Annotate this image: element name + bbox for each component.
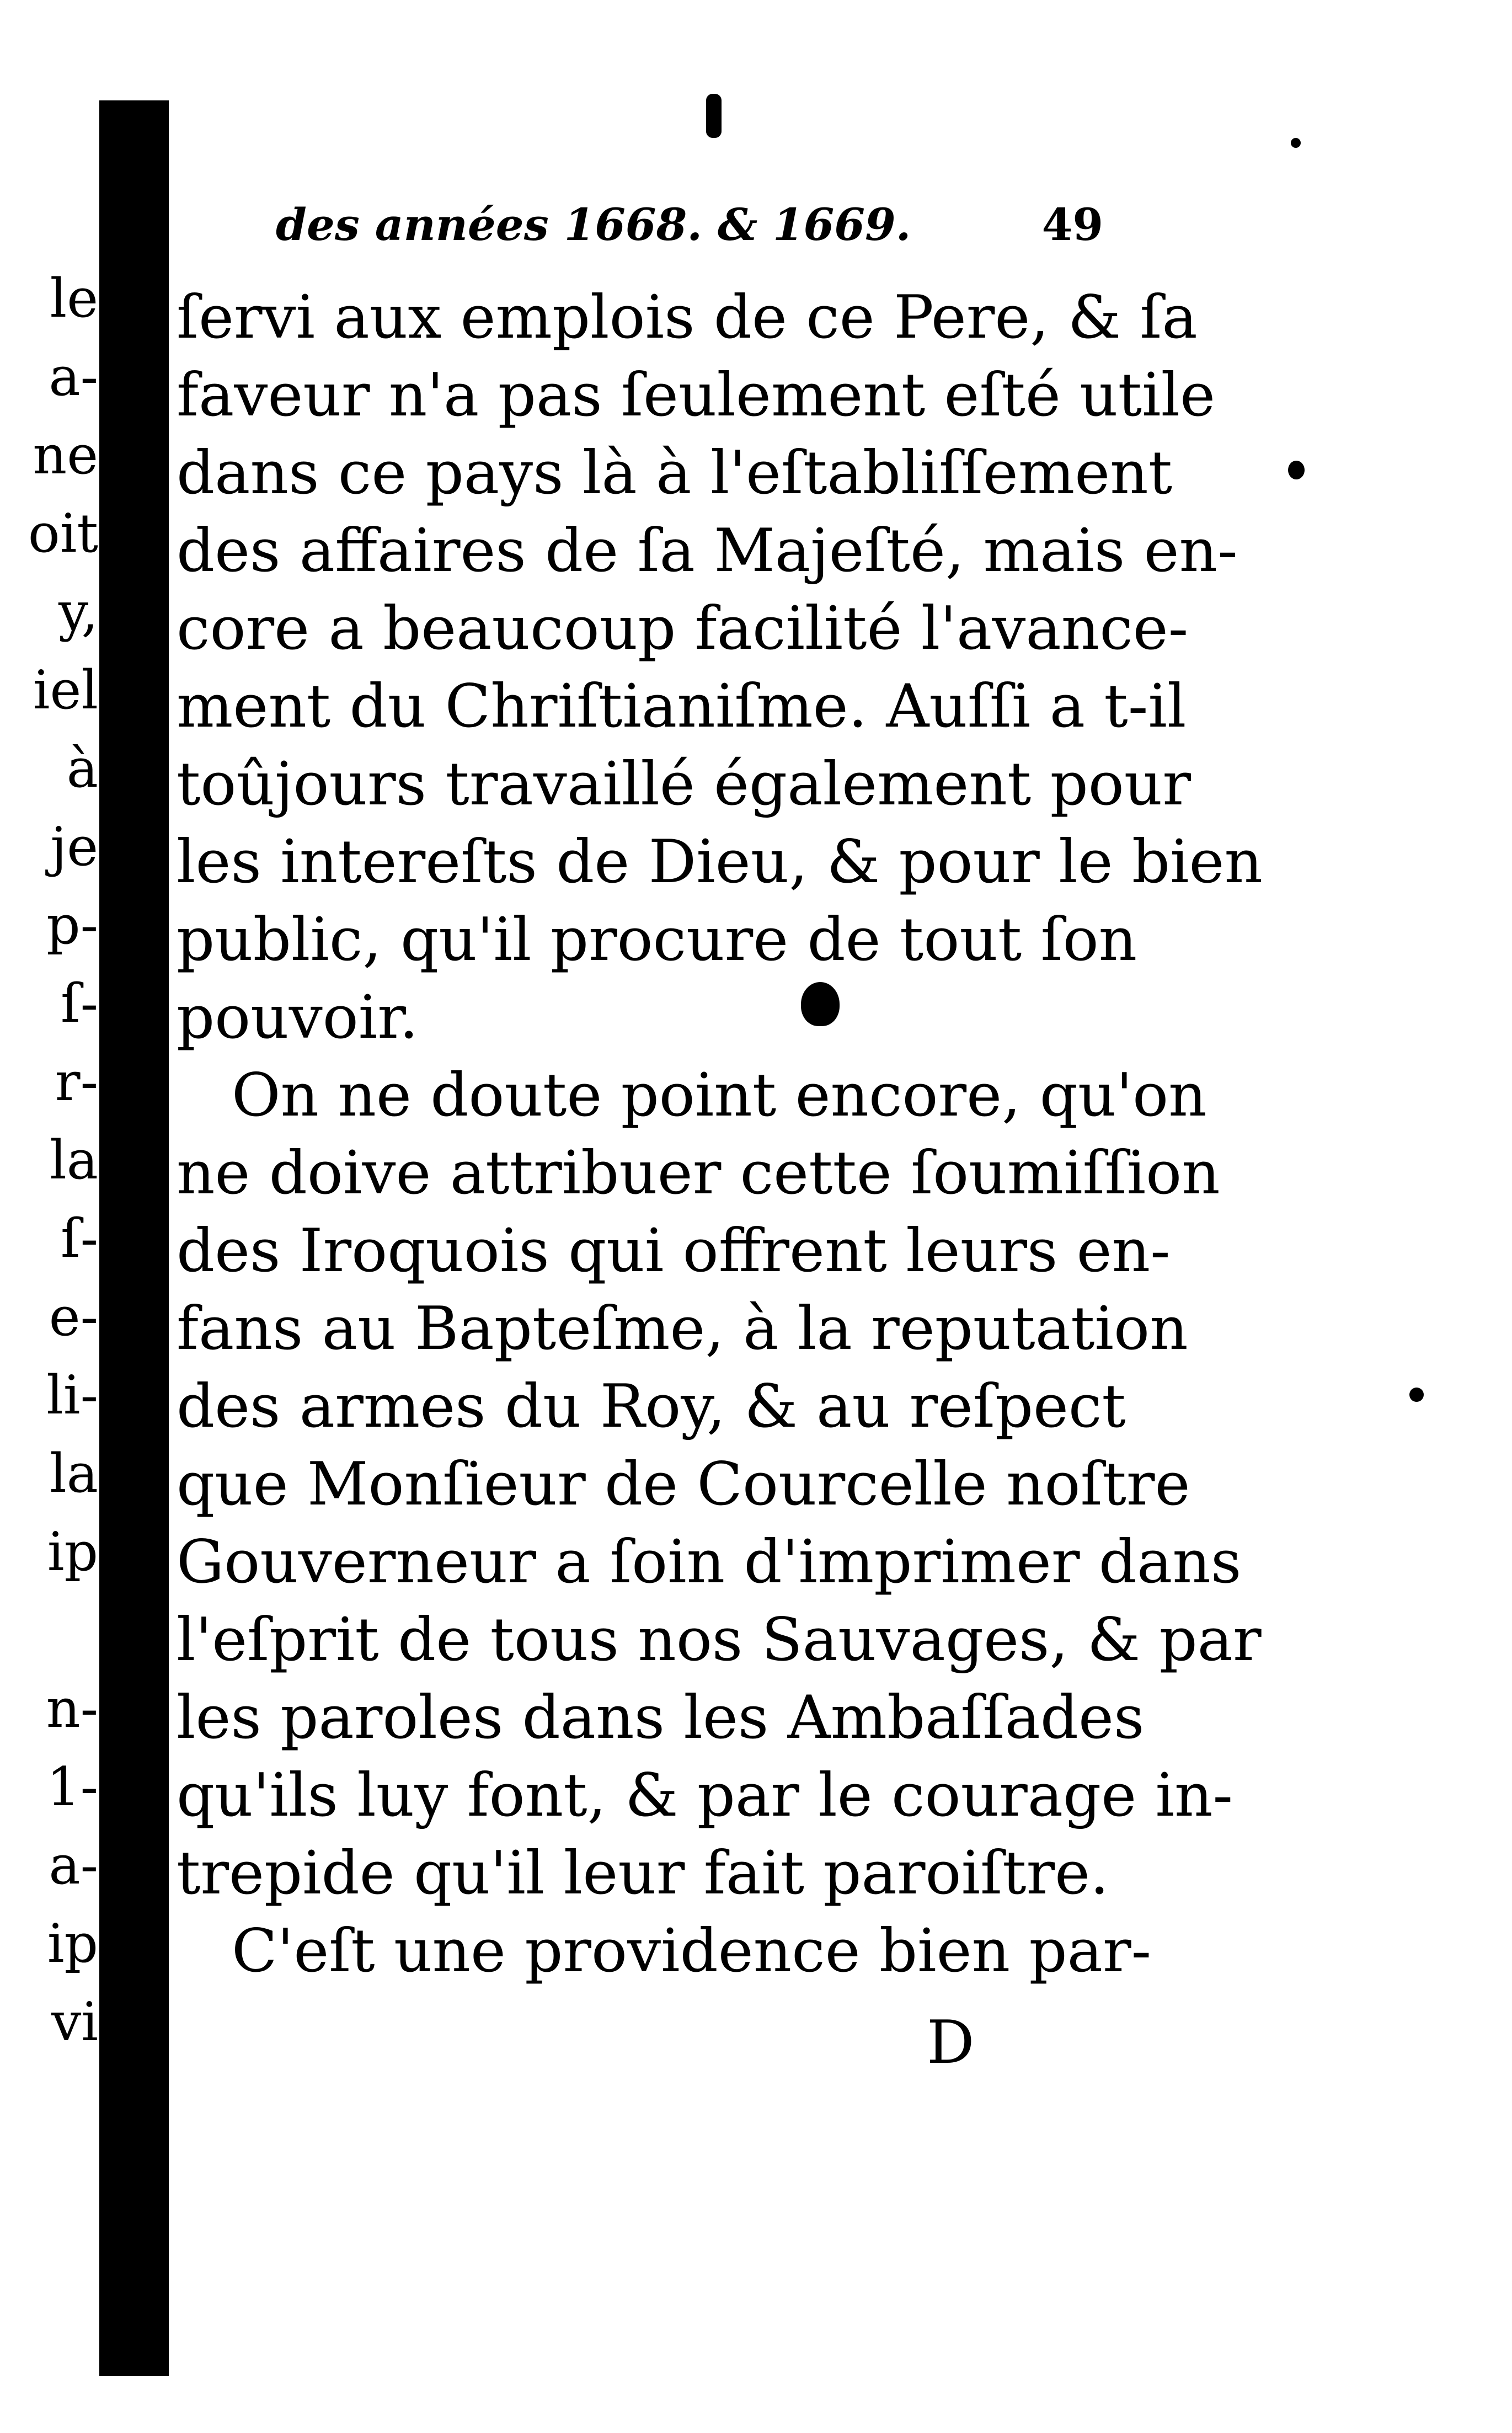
margin-fragment: ſ- [61,1208,98,1269]
text-line: C'eſt une providence bien par- [232,1917,1152,1986]
text-line: Gouverneur a ſoin d'imprimer dans [177,1528,1242,1597]
ink-blot [801,982,840,1026]
text-line: public, qu'il procure de tout ſon [177,905,1137,974]
margin-fragment: ne [33,424,98,486]
text-line: ne doive attribuer cette ſoumiſſion [177,1139,1220,1208]
margin-fragment: à [66,738,98,799]
text-line: dans ce pays là à l'eſtabliſſement [177,439,1173,508]
ink-dot [1409,1388,1424,1402]
text-line: des armes du Roy, & au reſpect [177,1372,1126,1441]
text-line: qu'ils luy font, & par le courage in- [177,1761,1233,1830]
text-line: pouvoir. [177,983,419,1052]
signature-mark: D [927,2008,975,2077]
ink-dot [1288,461,1305,479]
page-body [177,279,1263,1990]
running-title: des années 1668. & 1669. [276,199,911,250]
text-line: trepide qu'il leur fait paroiſtre. [177,1839,1109,1908]
text-line: ment du Chriſtianiſme. Auſſi a t-il [177,672,1187,741]
text-line: toûjours travaillé également pour [177,750,1191,819]
page-number: 49 [1041,199,1103,250]
margin-fragment: ſ- [61,973,98,1034]
margin-fragment: r- [55,1051,98,1113]
margin-fragment: le [50,268,98,329]
margin-fragment: 1- [46,1756,98,1818]
text-line: l'eſprit de tous nos Sauvages, & par [177,1605,1262,1674]
text-line: core a beaucoup facilité l'avance- [177,594,1189,663]
text-line: les paroles dans les Ambaſſades [177,1683,1145,1752]
text-line: fans au Bapteſme, à la reputation [177,1294,1188,1363]
margin-fragment: la [50,1129,98,1191]
margin-fragment [0,1591,98,1669]
margin-fragment: vi [51,1991,98,2053]
margin-fragment: ip [47,1913,98,1975]
text-line: les intereſts de Dieu, & pour le bien [177,828,1263,897]
text-line: des Iroquois qui offrent leurs en- [177,1216,1171,1285]
margin-fragment: ip [47,1521,98,1583]
margin-fragment: a- [49,346,98,408]
ink-mark [706,94,722,138]
margin-fragment: y, [58,581,98,643]
book-spine-shadow [99,100,169,2376]
margin-fragment: la [50,1443,98,1504]
text-line: ſervi aux emplois de ce Pere, & ſa [177,283,1198,352]
margin-fragment: e- [49,1286,98,1348]
text-line: que Monſieur de Courcelle noſtre [177,1450,1190,1519]
margin-fragment: n- [46,1678,98,1740]
running-header [276,199,1103,265]
margin-fragment: je [50,816,98,878]
margin-fragment: a- [49,1834,98,1896]
text-line: des affaires de ſa Majeſté, mais en- [177,516,1238,585]
facing-page-margin [0,259,98,2061]
ink-dot [1291,138,1301,148]
margin-fragment: p- [46,894,98,956]
margin-fragment: li- [46,1364,98,1426]
text-line: On ne doute point encore, qu'on [232,1061,1207,1130]
margin-fragment: oit [28,503,98,564]
margin-fragment: iel [33,659,98,721]
text-line: faveur n'a pas ſeulement eſté utile [177,361,1216,430]
